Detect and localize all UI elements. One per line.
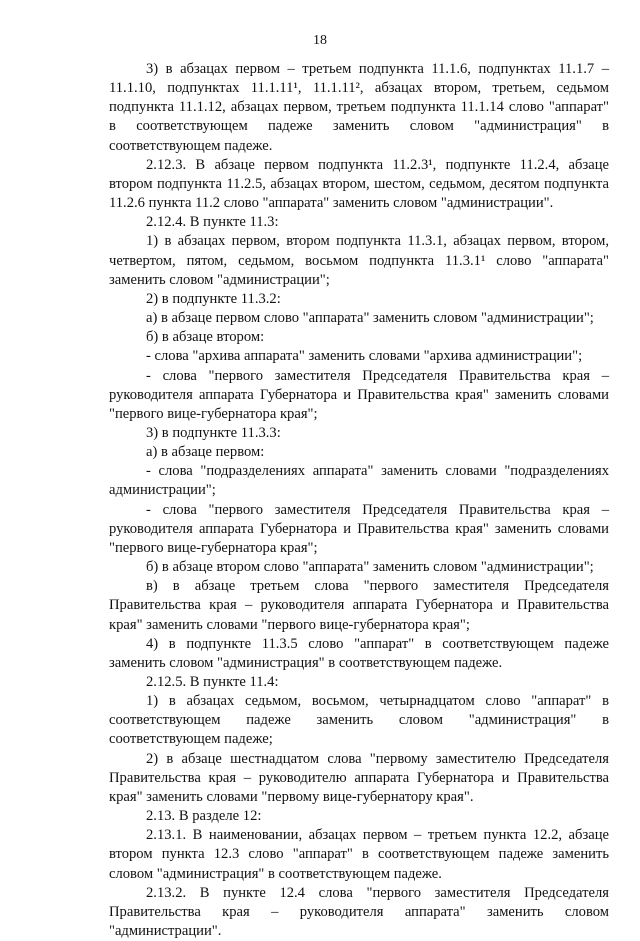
paragraph: 2.13. В разделе 12: <box>146 808 262 825</box>
paragraph: 2.12.5. В пункте 11.4: <box>146 674 279 690</box>
document-body <box>109 60 609 941</box>
paragraph: - слова "первого заместителя Председателя Правительства края – руководителя аппарата Губернатора и Правительства края" заменить словами "первого вице-губернатора края"; <box>109 501 609 556</box>
paragraph: 2.12.3. В абзаце первом подпункта 11.2.3¹, подпункте 11.2.4, абзаце втором подпункта 11.2.5, абзацах втором, шестом, седьмом, десятом подпункта 11.2.6 пункта 11.2 слово "аппарата" заменить словом "администрации". <box>109 156 609 212</box>
paragraph: 3) в подпункте 11.3.3: <box>146 424 281 441</box>
paragraph: в) в абзаце третьем слова "первого заместителя Председателя Правительства края – руководителя аппарата Губернатора и Правительства края" заменить словами "первого вице-губернатора края"; <box>109 578 609 633</box>
paragraph: 1) в абзацах седьмом, восьмом, четырнадцатом слово "аппарат" в соответствующем падеже заменить словом "администрация" в соответствующем падеже; <box>109 693 609 748</box>
paragraph: 1) в абзацах первом, втором подпункта 11.3.1, абзацах первом, втором, четвертом, пятом, седьмом, восьмом подпункта 11.3.1¹ слово "аппарата" заменить словом "администрации"; <box>109 233 609 288</box>
paragraph: а) в абзаце первом: <box>146 444 265 461</box>
paragraph: - слова "подразделениях аппарата" заменить словами "подразделениях администрации"; <box>109 463 609 499</box>
paragraph: 4) в подпункте 11.3.5 слово "аппарат" в соответствующем падеже заменить словом "администрация" в соответствующем падеже. <box>109 635 609 671</box>
paragraph: 3) в абзацах первом – третьем подпункта 11.1.6, подпунктах 11.1.7 – 11.1.10, подпунктах 11.1.11¹, 11.1.11², абзацах втором, третьем, седьмом подпункта 11.1.12, абзацах первом, третьем подпункта 11.1.14 слово "аппарат" в соответствующем падеже заменить словом "администрация" в соответствующем падеже. <box>109 61 609 154</box>
paragraph: б) в абзаце втором слово "аппарата" заменить словом "администрации"; <box>146 559 594 576</box>
page-number: 18 <box>313 33 327 48</box>
paragraph: а) в абзаце первом слово "аппарата" заменить словом "администрации"; <box>146 310 594 327</box>
paragraph: - слова "первого заместителя Председателя Правительства края – руководителя аппарата Губернатора и Правительства края" заменить словами "первого вице-губернатора края"; <box>109 367 609 422</box>
paragraph: 2.13.1. В наименовании, абзацах первом – третьем пункта 12.2, абзаце втором пункта 12.3 слово "аппарат" в соответствующем падеже заменить словом "администрация" в соответствующем падеже. <box>109 827 609 882</box>
paragraph: 2.13.2. В пункте 12.4 слова "первого заместителя Председателя Правительства края – руководителя аппарата" заменить словом "администрации". <box>109 884 609 940</box>
paragraph: б) в абзаце втором: <box>146 329 265 346</box>
paragraph: 2.12.4. В пункте 11.3: <box>146 214 279 231</box>
paragraph: 2) в подпункте 11.3.2: <box>146 290 281 307</box>
paragraph: 2) в абзаце шестнадцатом слова "первому заместителю Председателя Правительства края – руководителю аппарата Губернатора и Правительства края" заменить словами "первому вице-губернатору края". <box>109 750 609 805</box>
paragraph: - слова "архива аппарата" заменить словами "архива администрации"; <box>146 348 583 365</box>
